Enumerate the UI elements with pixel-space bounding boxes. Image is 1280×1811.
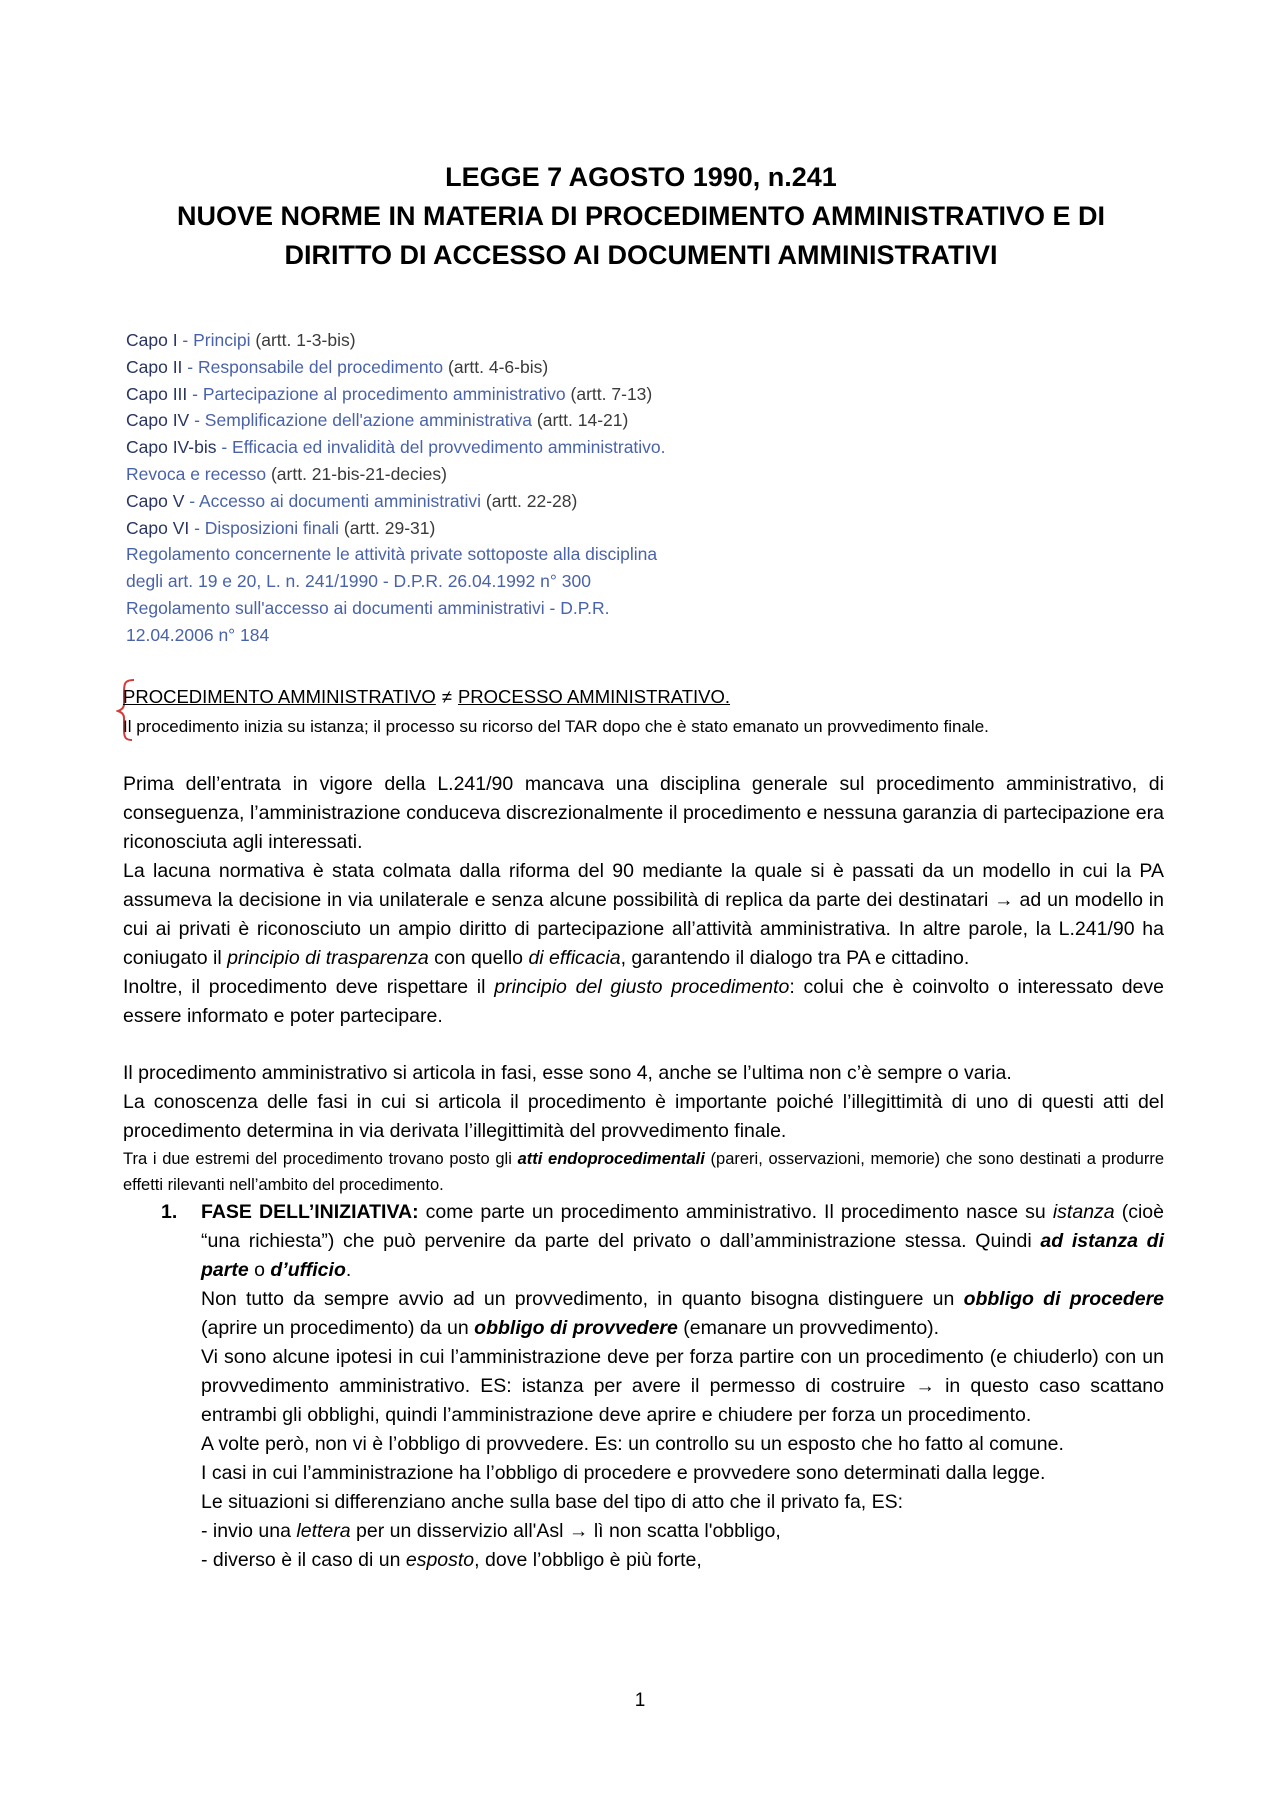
paragraph: Il procedimento amministrativo si articola in fasi, esse sono 4, anche se l’ultima non c’è sempre o varia.: [123, 1062, 1012, 1084]
paragraph: Prima dell’entrata in vigore della L.241/90 mancava una disciplina generale sul procedimento amministrativo, di conseguenza, l’amministrazione conduceva discrezionalmente il procedimento e nessuna garanzia di partecipazione era riconosciuta agli interessati.: [123, 773, 1164, 853]
toc-item-capo4bis-cont[interactable]: Revoca e recesso (artt. 21-bis-21-decies): [126, 463, 447, 484]
title-line-2: NUOVE NORME IN MATERIA DI PROCEDIMENTO AMMINISTRATIVO E DI: [176, 201, 1106, 231]
title-line-1: LEGGE 7 AGOSTO 1990, n.241: [445, 162, 837, 192]
toc-item-capo6[interactable]: Capo VI - Disposizioni finali (artt. 29-31): [126, 517, 436, 538]
section-subheading: PROCEDIMENTO AMMINISTRATIVO ≠ PROCESSO AMMINISTRATIVO.: [123, 684, 730, 710]
arrow-right-icon: →: [915, 1375, 935, 1397]
numbered-list: [123, 1198, 1164, 1575]
toc-item-reg1[interactable]: Regolamento concernente le attività private sottoposte alla disciplina: [126, 544, 658, 565]
toc-item-capo2[interactable]: Capo II - Responsabile del procedimento (artt. 4-6-bis): [126, 356, 549, 377]
arrow-right-icon: →: [568, 1520, 589, 1542]
toc-item-reg2-cont[interactable]: 12.04.2006 n° 184: [126, 624, 270, 645]
title-line-3: DIRITTO DI ACCESSO AI DOCUMENTI AMMINISTRATIVI: [284, 240, 998, 270]
list-item: 1. FASE DELL’INIZIATIVA: come parte un procedimento amministrativo. Il procedimento nasce su istanza (cioè “una richiesta”) che può pervenire da parte del privato o dall’amministrazione stessa. Quindi ad istanza di parte o d’ufficio. Non tutto da sempre avvio ad un provvedimento, in quanto bisogna distinguere un obbligo di procedere (aprire un procedimento) da un obbligo di provvedere (emanare un provvedimento). Vi sono alcune ipotesi in cui l’amministrazione deve per forza partire con un procedimento (e chiuderlo) con un provvedimento amministrativo. ES: istanza per avere il permesso di costruire → in questo caso scattano entrambi gli obblighi, quindi l’amministrazione deve aprire e chiudere per forza un procedimento. A volte però, non vi è l’obbligo di provvedere. Es: un controllo su un esposto che ho fatto al comune. I casi in cui l’amministrazione ha l’obbligo di procedere e provvedere sono determinati dalla legge. Le situazioni si differenziano anche sulla base del tipo di atto che il privato fa, ES: - invio una lettera per un disservizio all'Asl → lì non scatta l'obbligo, - diverso è il caso di un esposto, dove l’obbligo è più forte,: [123, 1198, 1164, 1575]
paragraph: La conoscenza delle fasi in cui si articola il procedimento è importante poiché l’illegittimità di uno di questi atti del procedimento determina in via derivata l’illegittimità del provvedimento finale.: [123, 1091, 1164, 1142]
page-number: 1: [634, 1690, 646, 1711]
list-number: 1.: [161, 1201, 178, 1223]
toc-item-capo3[interactable]: Capo III - Partecipazione al procedimento amministrativo (artt. 7-13): [126, 383, 653, 404]
not-equal-icon: ≠: [441, 686, 452, 707]
paragraph: Inoltre, il procedimento deve rispettare il principio del giusto procedimento: colui che è coinvolto o interessato deve essere informato e poter partecipare.: [123, 976, 1164, 1027]
toc-item-reg1-cont[interactable]: degli art. 19 e 20, L. n. 241/1990 - D.P.R. 26.04.1992 n° 300: [126, 571, 591, 592]
toc-item-capo1[interactable]: Capo I - Principi (artt. 1-3-bis): [126, 330, 356, 350]
toc-item-capo4bis[interactable]: Capo IV-bis - Efficacia ed invalidità del provvedimento amministrativo.: [126, 437, 666, 458]
paragraph: La lacuna normativa è stata colmata dalla riforma del 90 mediante la quale si è passati da un modello in cui la PA assumeva la decisione in via unilaterale e senza alcune possibilità di replica da parte dei destinatari → ad un modello in cui ai privati è riconosciuto un ampio diritto di partecipazione all’attività amministrativa. In altre parole, la L.241/90 ha coniugato il principio di trasparenza con quello di efficacia, garantendo il dialogo tra PA e cittadino.: [123, 860, 1164, 969]
arrow-right-icon: →: [994, 889, 1014, 911]
subheading-note: Il procedimento inizia su istanza; il processo su ricorso del TAR dopo che è stato emanato un provvedimento finale.: [123, 717, 989, 736]
toc-item-capo4[interactable]: Capo IV - Semplificazione dell'azione amministrativa (artt. 14-21): [126, 410, 629, 431]
toc-item-reg2[interactable]: Regolamento sull'accesso ai documenti amministrativi - D.P.R.: [126, 597, 610, 618]
paragraph: Tra i due estremi del procedimento trovano posto gli atti endoprocedimentali (pareri, osservazioni, memorie) che sono destinati a produrre effetti rilevanti nell’ambito del procedimento.: [123, 1150, 1165, 1194]
toc-item-capo5[interactable]: Capo V - Accesso ai documenti amministrativi (artt. 22-28): [126, 490, 578, 511]
document-title: [110, 158, 1172, 275]
table-of-contents: [126, 327, 766, 649]
document-body: [123, 770, 1164, 1575]
